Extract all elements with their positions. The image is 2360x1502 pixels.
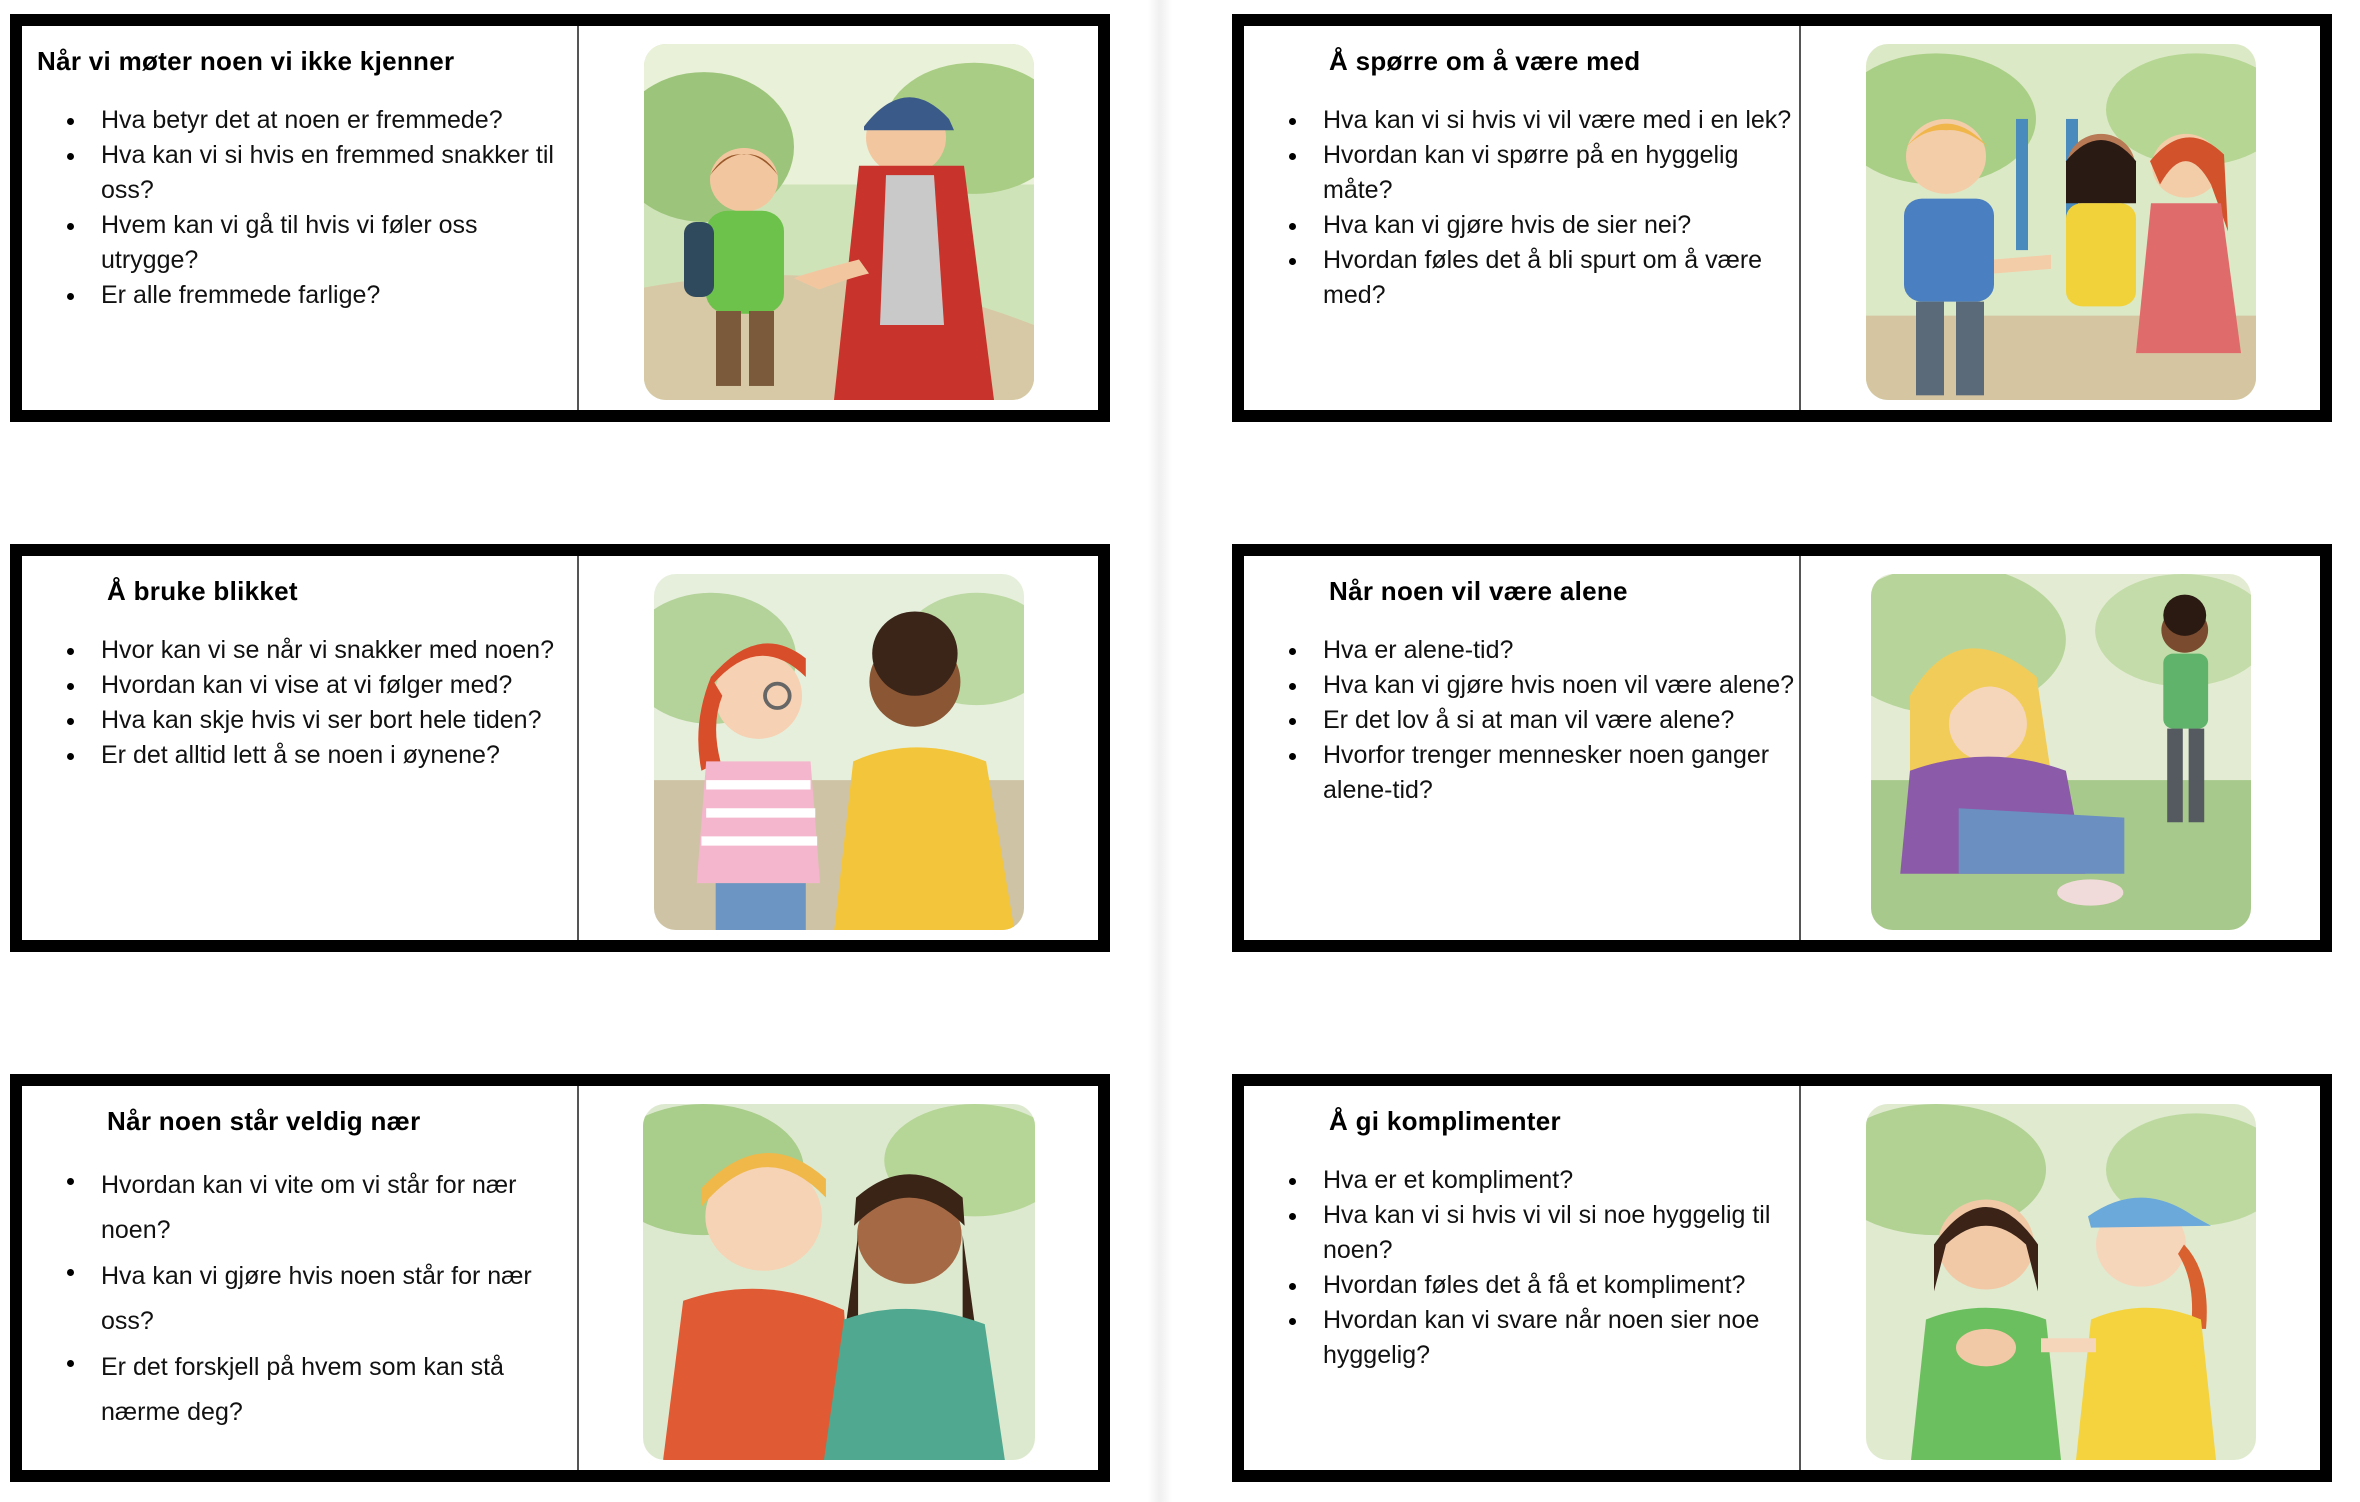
card-text	[1244, 1086, 1801, 1470]
question-item: Hvordan kan vi spørre på en hyggelig måte?	[1323, 138, 1799, 208]
card-title: Når vi møter noen vi ikke kjenner	[37, 46, 455, 76]
card-title: Å gi komplimenter	[1329, 1106, 1561, 1136]
question-item: Hvordan føles det å bli spurt om å være med?	[1323, 243, 1799, 313]
card-title: Når noen vil være alene	[1329, 576, 1628, 606]
card-text	[22, 556, 579, 940]
girl-sitting-alone-illustration	[1871, 574, 2251, 930]
question-item: Hvordan kan vi vise at vi følger med?	[101, 668, 577, 703]
question-item: Hvordan kan vi vite om vi står for nær noen?	[101, 1163, 577, 1253]
card-title: Å bruke blikket	[107, 576, 298, 606]
question-list	[1259, 633, 1799, 808]
question-item: Hva betyr det at noen er fremmede?	[101, 103, 577, 138]
card-image-column	[579, 26, 1098, 410]
card-text	[1244, 556, 1801, 940]
discussion-card	[1232, 1074, 2332, 1482]
question-item: Hva kan vi si hvis vi vil være med i en lek?	[1323, 103, 1799, 138]
discussion-card	[1232, 14, 2332, 422]
question-item: Hvordan føles det å få et kompliment?	[1323, 1268, 1799, 1303]
question-list	[1259, 103, 1799, 313]
discussion-card	[10, 1074, 1110, 1482]
question-item: Hva kan skje hvis vi ser bort hele tiden?	[101, 703, 577, 738]
card-title: Når noen står veldig nær	[107, 1106, 421, 1136]
discussion-card	[10, 544, 1110, 952]
card-image-column	[1801, 556, 2320, 940]
question-item: Er det forskjell på hvem som kan stå nærme deg?	[101, 1345, 577, 1435]
question-item: Hva er alene-tid?	[1323, 633, 1799, 668]
girls-giving-compliment-illustration	[1866, 1104, 2256, 1460]
question-item: Hva er et kompliment?	[1323, 1163, 1799, 1198]
question-item: Hva kan vi gjøre hvis de sier nei?	[1323, 208, 1799, 243]
boy-meets-stranger-illustration	[644, 44, 1034, 400]
question-item: Hva kan vi si hvis vi vil si noe hyggelig til noen?	[1323, 1198, 1799, 1268]
question-item: Er det alltid lett å se noen i øynene?	[101, 738, 577, 773]
question-item: Hvorfor trenger mennesker noen ganger alene-tid?	[1323, 738, 1799, 808]
question-list	[37, 103, 577, 313]
card-text	[22, 26, 579, 410]
card-image-column	[1801, 1086, 2320, 1470]
page-divider	[1148, 0, 1172, 1502]
question-item: Hva kan vi gjøre hvis noen står for nær oss?	[101, 1254, 577, 1344]
question-item: Hvem kan vi gå til hvis vi føler oss utrygge?	[101, 208, 577, 278]
card-image-column	[1801, 26, 2320, 410]
card-title: Å spørre om å være med	[1329, 46, 1641, 76]
question-list	[37, 1163, 577, 1435]
question-list	[37, 633, 577, 773]
card-text	[1244, 26, 1801, 410]
question-item: Hva kan vi si hvis en fremmed snakker til oss?	[101, 138, 577, 208]
boy-asks-two-girls-illustration	[1866, 44, 2256, 400]
discussion-card	[1232, 544, 2332, 952]
card-image-column	[579, 1086, 1098, 1470]
question-item: Hvordan kan vi svare når noen sier noe hyggelig?	[1323, 1303, 1799, 1373]
boy-standing-too-close-illustration	[643, 1104, 1035, 1460]
two-kids-eye-contact-illustration	[654, 574, 1024, 930]
card-image-column	[579, 556, 1098, 940]
question-list	[1259, 1163, 1799, 1373]
question-item: Er det lov å si at man vil være alene?	[1323, 703, 1799, 738]
discussion-card	[10, 14, 1110, 422]
question-item: Hva kan vi gjøre hvis noen vil være alene?	[1323, 668, 1799, 703]
question-item: Hvor kan vi se når vi snakker med noen?	[101, 633, 577, 668]
question-item: Er alle fremmede farlige?	[101, 278, 577, 313]
card-text	[22, 1086, 579, 1470]
